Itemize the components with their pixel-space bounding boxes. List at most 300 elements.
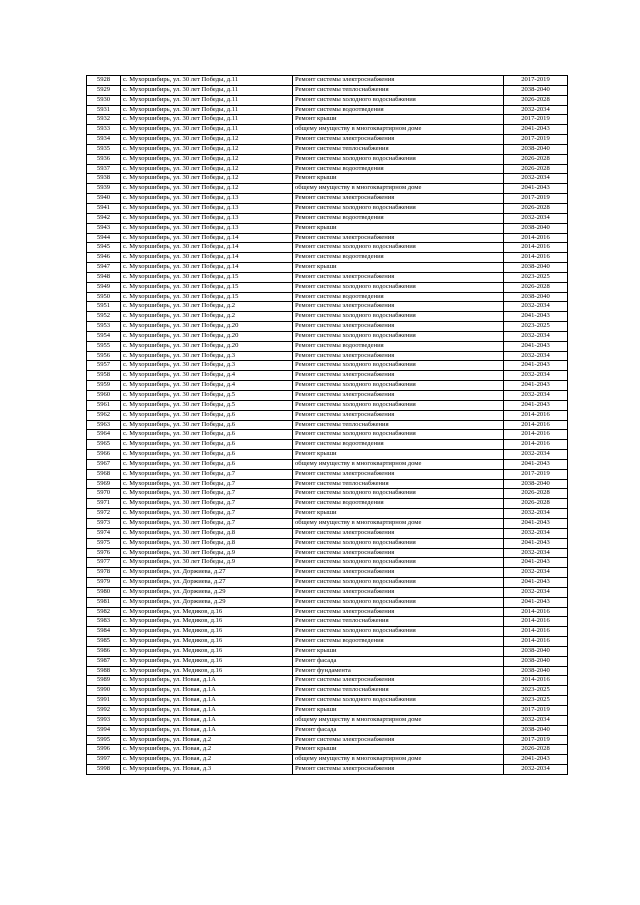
row-number: 5994 [87, 725, 121, 735]
address-cell: с. Мухоршибирь, ул. 30 лет Победы, д.14 [121, 243, 293, 253]
row-number: 5934 [87, 135, 121, 145]
address-cell: с. Мухоршибирь, ул. Новая, д.1А [121, 676, 293, 686]
table-row [87, 351, 568, 361]
row-number: 5970 [87, 489, 121, 499]
table-row [87, 135, 568, 145]
row-number: 5983 [87, 617, 121, 627]
period-cell: 2014-2016 [504, 617, 568, 627]
address-cell: с. Мухоршибирь, ул. 30 лет Победы, д.6 [121, 420, 293, 430]
period-cell: 2041-2043 [504, 341, 568, 351]
address-cell: с. Мухоршибирь, ул. 30 лет Победы, д.7 [121, 509, 293, 519]
period-cell: 2041-2043 [504, 578, 568, 588]
work-type-cell: Ремонт крыши [293, 263, 504, 273]
period-cell: 2014-2016 [504, 627, 568, 637]
table-row [87, 381, 568, 391]
table-row [87, 400, 568, 410]
period-cell: 2038-2040 [504, 292, 568, 302]
row-number: 5995 [87, 735, 121, 745]
address-cell: с. Мухоршибирь, ул. 30 лет Победы, д.6 [121, 450, 293, 460]
address-cell: с. Мухоршибирь, ул. 30 лет Победы, д.4 [121, 371, 293, 381]
table-row [87, 666, 568, 676]
period-cell: 2038-2040 [504, 725, 568, 735]
row-number: 5962 [87, 410, 121, 420]
period-cell: 2041-2043 [504, 755, 568, 765]
address-cell: с. Мухоршибирь, ул. 30 лет Победы, д.13 [121, 213, 293, 223]
work-type-cell: общему имуществу в многоквартирном доме [293, 715, 504, 725]
table-row [87, 164, 568, 174]
work-type-cell: Ремонт системы электроснабжения [293, 765, 504, 775]
period-cell: 2032-2034 [504, 587, 568, 597]
period-cell: 2014-2016 [504, 430, 568, 440]
table-row [87, 538, 568, 548]
table-row [87, 489, 568, 499]
period-cell: 2041-2043 [504, 312, 568, 322]
address-cell: с. Мухоршибирь, ул. 30 лет Победы, д.12 [121, 174, 293, 184]
table-row [87, 617, 568, 627]
work-type-cell: общему имуществу в многоквартирном доме [293, 755, 504, 765]
address-cell: с. Мухоршибирь, ул. 30 лет Победы, д.14 [121, 263, 293, 273]
row-number: 5943 [87, 223, 121, 233]
row-number: 5932 [87, 115, 121, 125]
row-number: 5942 [87, 213, 121, 223]
work-type-cell: Ремонт системы электроснабжения [293, 76, 504, 86]
address-cell: с. Мухоршибирь, ул. 30 лет Победы, д.11 [121, 105, 293, 115]
row-number: 5969 [87, 479, 121, 489]
table-row [87, 646, 568, 656]
address-cell: с. Мухоршибирь, ул. 30 лет Победы, д.12 [121, 184, 293, 194]
period-cell: 2041-2043 [504, 459, 568, 469]
work-type-cell: Ремонт системы электроснабжения [293, 391, 504, 401]
table-row [87, 410, 568, 420]
table-row [87, 322, 568, 332]
work-type-cell: общему имуществу в многоквартирном доме [293, 184, 504, 194]
row-number: 5996 [87, 745, 121, 755]
row-number: 5950 [87, 292, 121, 302]
table-row [87, 85, 568, 95]
address-cell: с. Мухоршибирь, ул. 30 лет Победы, д.6 [121, 430, 293, 440]
work-type-cell: общему имуществу в многоквартирном доме [293, 125, 504, 135]
row-number: 5931 [87, 105, 121, 115]
address-cell: с. Мухоршибирь, ул. Новая, д.2 [121, 745, 293, 755]
address-cell: с. Мухоршибирь, ул. Новая, д.2 [121, 735, 293, 745]
work-type-cell: Ремонт системы теплоснабжения [293, 617, 504, 627]
period-cell: 2026-2028 [504, 499, 568, 509]
period-cell: 2017-2019 [504, 194, 568, 204]
table-row [87, 696, 568, 706]
address-cell: с. Мухоршибирь, ул. 30 лет Победы, д.7 [121, 499, 293, 509]
work-type-cell: общему имуществу в многоквартирном доме [293, 459, 504, 469]
row-number: 5985 [87, 637, 121, 647]
period-cell: 2032-2034 [504, 213, 568, 223]
row-number: 5979 [87, 578, 121, 588]
row-number: 5976 [87, 548, 121, 558]
row-number: 5955 [87, 341, 121, 351]
work-type-cell: Ремонт системы холодного водоснабжения [293, 538, 504, 548]
row-number: 5966 [87, 450, 121, 460]
address-cell: с. Мухоршибирь, ул. 30 лет Победы, д.5 [121, 391, 293, 401]
work-type-cell: Ремонт системы электроснабжения [293, 302, 504, 312]
work-type-cell: Ремонт системы теплоснабжения [293, 479, 504, 489]
table-row [87, 745, 568, 755]
row-number: 5984 [87, 627, 121, 637]
address-cell: с. Мухоршибирь, ул. Доржиева, д.29 [121, 587, 293, 597]
work-type-cell: Ремонт системы водоотведения [293, 341, 504, 351]
table-row [87, 223, 568, 233]
address-cell: с. Мухоршибирь, ул. Медиков, д.16 [121, 666, 293, 676]
row-number: 5993 [87, 715, 121, 725]
address-cell: с. Мухоршибирь, ул. 30 лет Победы, д.12 [121, 164, 293, 174]
table-row [87, 272, 568, 282]
period-cell: 2032-2034 [504, 391, 568, 401]
period-cell: 2014-2016 [504, 440, 568, 450]
work-type-cell: Ремонт системы электроснабжения [293, 528, 504, 538]
row-number: 5980 [87, 587, 121, 597]
period-cell: 2017-2019 [504, 706, 568, 716]
period-cell: 2014-2016 [504, 253, 568, 263]
table-row [87, 479, 568, 489]
row-number: 5961 [87, 400, 121, 410]
table-row [87, 568, 568, 578]
address-cell: с. Мухоршибирь, ул. 30 лет Победы, д.11 [121, 125, 293, 135]
work-type-cell: Ремонт системы электроснабжения [293, 735, 504, 745]
table-row [87, 154, 568, 164]
address-cell: с. Мухоршибирь, ул. Новая, д.1А [121, 686, 293, 696]
row-number: 5974 [87, 528, 121, 538]
period-cell: 2017-2019 [504, 735, 568, 745]
address-cell: с. Мухоршибирь, ул. 30 лет Победы, д.7 [121, 489, 293, 499]
period-cell: 2041-2043 [504, 125, 568, 135]
row-number: 5948 [87, 272, 121, 282]
row-number: 5977 [87, 558, 121, 568]
row-number: 5971 [87, 499, 121, 509]
row-number: 5973 [87, 518, 121, 528]
table-row [87, 607, 568, 617]
table-row [87, 361, 568, 371]
period-cell: 2023-2025 [504, 686, 568, 696]
period-cell: 2041-2043 [504, 538, 568, 548]
row-number: 5938 [87, 174, 121, 184]
period-cell: 2041-2043 [504, 361, 568, 371]
row-number: 5946 [87, 253, 121, 263]
period-cell: 2023-2025 [504, 696, 568, 706]
table-row [87, 341, 568, 351]
address-cell: с. Мухоршибирь, ул. 30 лет Победы, д.6 [121, 440, 293, 450]
table-row [87, 715, 568, 725]
row-number: 5968 [87, 469, 121, 479]
row-number: 5959 [87, 381, 121, 391]
address-cell: с. Мухоршибирь, ул. 30 лет Победы, д.11 [121, 76, 293, 86]
row-number: 5947 [87, 263, 121, 273]
address-cell: с. Мухоршибирь, ул. Новая, д.3 [121, 765, 293, 775]
row-number: 5963 [87, 420, 121, 430]
row-number: 5960 [87, 391, 121, 401]
work-type-cell: Ремонт системы холодного водоснабжения [293, 95, 504, 105]
work-type-cell: Ремонт крыши [293, 174, 504, 184]
table-row [87, 459, 568, 469]
period-cell: 2032-2034 [504, 568, 568, 578]
work-type-cell: Ремонт системы электроснабжения [293, 548, 504, 558]
work-type-cell: Ремонт системы холодного водоснабжения [293, 597, 504, 607]
work-type-cell: Ремонт системы холодного водоснабжения [293, 430, 504, 440]
table-row [87, 115, 568, 125]
period-cell: 2041-2043 [504, 184, 568, 194]
table-row [87, 578, 568, 588]
work-type-cell: Ремонт системы холодного водоснабжения [293, 331, 504, 341]
row-number: 5929 [87, 85, 121, 95]
repair-schedule-table [86, 75, 568, 775]
work-type-cell: Ремонт системы электроснабжения [293, 233, 504, 243]
row-number: 5957 [87, 361, 121, 371]
address-cell: с. Мухоршибирь, ул. 30 лет Победы, д.11 [121, 85, 293, 95]
work-type-cell: Ремонт системы электроснабжения [293, 587, 504, 597]
address-cell: с. Мухоршибирь, ул. 30 лет Победы, д.7 [121, 479, 293, 489]
period-cell: 2017-2019 [504, 76, 568, 86]
period-cell: 2026-2028 [504, 282, 568, 292]
work-type-cell: Ремонт системы электроснабжения [293, 568, 504, 578]
work-type-cell: Ремонт крыши [293, 646, 504, 656]
table-row [87, 627, 568, 637]
table-row [87, 676, 568, 686]
work-type-cell: Ремонт системы теплоснабжения [293, 420, 504, 430]
table-row [87, 528, 568, 538]
address-cell: с. Мухоршибирь, ул. Медиков, д.16 [121, 607, 293, 617]
work-type-cell: Ремонт системы водоотведения [293, 164, 504, 174]
work-type-cell: общему имуществу в многоквартирном доме [293, 518, 504, 528]
work-type-cell: Ремонт системы холодного водоснабжения [293, 696, 504, 706]
period-cell: 2014-2016 [504, 637, 568, 647]
work-type-cell: Ремонт системы водоотведения [293, 499, 504, 509]
period-cell: 2023-2025 [504, 272, 568, 282]
address-cell: с. Мухоршибирь, ул. 30 лет Победы, д.12 [121, 154, 293, 164]
row-number: 5991 [87, 696, 121, 706]
work-type-cell: Ремонт системы холодного водоснабжения [293, 282, 504, 292]
address-cell: с. Мухоршибирь, ул. 30 лет Победы, д.13 [121, 194, 293, 204]
period-cell: 2014-2016 [504, 676, 568, 686]
work-type-cell: Ремонт крыши [293, 745, 504, 755]
address-cell: с. Мухоршибирь, ул. 30 лет Победы, д.2 [121, 302, 293, 312]
address-cell: с. Мухоршибирь, ул. 30 лет Победы, д.4 [121, 381, 293, 391]
period-cell: 2026-2028 [504, 164, 568, 174]
row-number: 5990 [87, 686, 121, 696]
table-row [87, 243, 568, 253]
work-type-cell: Ремонт системы теплоснабжения [293, 85, 504, 95]
period-cell: 2038-2040 [504, 263, 568, 273]
table-row [87, 203, 568, 213]
period-cell: 2032-2034 [504, 331, 568, 341]
work-type-cell: Ремонт системы электроснабжения [293, 469, 504, 479]
table-row [87, 253, 568, 263]
work-type-cell: Ремонт системы электроснабжения [293, 607, 504, 617]
table-row [87, 450, 568, 460]
address-cell: с. Мухоршибирь, ул. 30 лет Победы, д.2 [121, 312, 293, 322]
table-row [87, 469, 568, 479]
period-cell: 2026-2028 [504, 154, 568, 164]
address-cell: с. Мухоршибирь, ул. 30 лет Победы, д.15 [121, 282, 293, 292]
table-row [87, 174, 568, 184]
work-type-cell: Ремонт фасада [293, 725, 504, 735]
period-cell: 2038-2040 [504, 479, 568, 489]
table-row [87, 637, 568, 647]
work-type-cell: Ремонт системы теплоснабжения [293, 144, 504, 154]
row-number: 5940 [87, 194, 121, 204]
row-number: 5989 [87, 676, 121, 686]
address-cell: с. Мухоршибирь, ул. 30 лет Победы, д.14 [121, 233, 293, 243]
work-type-cell: Ремонт системы водоотведения [293, 440, 504, 450]
row-number: 5945 [87, 243, 121, 253]
period-cell: 2017-2019 [504, 135, 568, 145]
period-cell: 2038-2040 [504, 144, 568, 154]
table-row [87, 302, 568, 312]
work-type-cell: Ремонт системы электроснабжения [293, 194, 504, 204]
period-cell: 2026-2028 [504, 95, 568, 105]
address-cell: с. Мухоршибирь, ул. 30 лет Победы, д.8 [121, 538, 293, 548]
address-cell: с. Мухоршибирь, ул. 30 лет Победы, д.20 [121, 331, 293, 341]
period-cell: 2032-2034 [504, 351, 568, 361]
period-cell: 2041-2043 [504, 518, 568, 528]
table-row [87, 263, 568, 273]
work-type-cell: Ремонт системы холодного водоснабжения [293, 312, 504, 322]
period-cell: 2038-2040 [504, 223, 568, 233]
period-cell: 2041-2043 [504, 400, 568, 410]
period-cell: 2032-2034 [504, 548, 568, 558]
period-cell: 2038-2040 [504, 85, 568, 95]
table-row [87, 184, 568, 194]
table-row [87, 725, 568, 735]
period-cell: 2026-2028 [504, 203, 568, 213]
table-row [87, 518, 568, 528]
row-number: 5986 [87, 646, 121, 656]
address-cell: с. Мухоршибирь, ул. 30 лет Победы, д.20 [121, 322, 293, 332]
row-number: 5981 [87, 597, 121, 607]
table-row [87, 548, 568, 558]
work-type-cell: Ремонт системы холодного водоснабжения [293, 578, 504, 588]
table-row [87, 558, 568, 568]
row-number: 5951 [87, 302, 121, 312]
table-row [87, 430, 568, 440]
row-number: 5975 [87, 538, 121, 548]
work-type-cell: Ремонт системы холодного водоснабжения [293, 558, 504, 568]
row-number: 5998 [87, 765, 121, 775]
work-type-cell: Ремонт системы холодного водоснабжения [293, 154, 504, 164]
period-cell: 2032-2034 [504, 509, 568, 519]
row-number: 5939 [87, 184, 121, 194]
address-cell: с. Мухоршибирь, ул. Новая, д.2 [121, 755, 293, 765]
address-cell: с. Мухоршибирь, ул. Новая, д.1А [121, 696, 293, 706]
address-cell: с. Мухоршибирь, ул. 30 лет Победы, д.15 [121, 292, 293, 302]
table-row [87, 105, 568, 115]
work-type-cell: Ремонт системы электроснабжения [293, 351, 504, 361]
work-type-cell: Ремонт системы холодного водоснабжения [293, 489, 504, 499]
table-row [87, 331, 568, 341]
table-row [87, 735, 568, 745]
address-cell: с. Мухоршибирь, ул. Новая, д.1А [121, 725, 293, 735]
table-row [87, 656, 568, 666]
address-cell: с. Мухоршибирь, ул. 30 лет Победы, д.3 [121, 351, 293, 361]
address-cell: с. Мухоршибирь, ул. 30 лет Победы, д.7 [121, 518, 293, 528]
address-cell: с. Мухоршибирь, ул. 30 лет Победы, д.7 [121, 469, 293, 479]
work-type-cell: Ремонт системы холодного водоснабжения [293, 243, 504, 253]
table-row [87, 686, 568, 696]
work-type-cell: Ремонт системы водоотведения [293, 292, 504, 302]
period-cell: 2038-2040 [504, 656, 568, 666]
address-cell: с. Мухоршибирь, ул. 30 лет Победы, д.6 [121, 410, 293, 420]
table-row [87, 440, 568, 450]
table-row [87, 233, 568, 243]
period-cell: 2041-2043 [504, 381, 568, 391]
row-number: 5941 [87, 203, 121, 213]
row-number: 5992 [87, 706, 121, 716]
table-row [87, 282, 568, 292]
work-type-cell: Ремонт системы водоотведения [293, 213, 504, 223]
address-cell: с. Мухоршибирь, ул. 30 лет Победы, д.8 [121, 528, 293, 538]
period-cell: 2032-2034 [504, 174, 568, 184]
work-type-cell: Ремонт системы электроснабжения [293, 410, 504, 420]
period-cell: 2032-2034 [504, 528, 568, 538]
period-cell: 2014-2016 [504, 233, 568, 243]
period-cell: 2026-2028 [504, 745, 568, 755]
address-cell: с. Мухоршибирь, ул. 30 лет Победы, д.6 [121, 459, 293, 469]
period-cell: 2032-2034 [504, 105, 568, 115]
period-cell: 2026-2028 [504, 489, 568, 499]
work-type-cell: Ремонт системы электроснабжения [293, 322, 504, 332]
period-cell: 2017-2019 [504, 115, 568, 125]
row-number: 5933 [87, 125, 121, 135]
address-cell: с. Мухоршибирь, ул. 30 лет Победы, д.5 [121, 400, 293, 410]
row-number: 5952 [87, 312, 121, 322]
row-number: 5972 [87, 509, 121, 519]
work-type-cell: Ремонт фундамента [293, 666, 504, 676]
table-body [87, 76, 568, 775]
address-cell: с. Мухоршибирь, ул. 30 лет Победы, д.11 [121, 115, 293, 125]
table-row [87, 76, 568, 86]
row-number: 5967 [87, 459, 121, 469]
table-row [87, 597, 568, 607]
period-cell: 2032-2034 [504, 450, 568, 460]
table-row [87, 391, 568, 401]
period-cell: 2014-2016 [504, 410, 568, 420]
work-type-cell: Ремонт системы холодного водоснабжения [293, 381, 504, 391]
row-number: 5930 [87, 95, 121, 105]
work-type-cell: Ремонт системы водоотведения [293, 637, 504, 647]
address-cell: с. Мухоршибирь, ул. 30 лет Победы, д.13 [121, 203, 293, 213]
work-type-cell: Ремонт системы электроснабжения [293, 676, 504, 686]
table-row [87, 144, 568, 154]
address-cell: с. Мухоршибирь, ул. 30 лет Победы, д.3 [121, 361, 293, 371]
row-number: 5997 [87, 755, 121, 765]
row-number: 5965 [87, 440, 121, 450]
table-row [87, 371, 568, 381]
work-type-cell: Ремонт крыши [293, 223, 504, 233]
row-number: 5953 [87, 322, 121, 332]
address-cell: с. Мухоршибирь, ул. 30 лет Победы, д.9 [121, 548, 293, 558]
table-row [87, 125, 568, 135]
table-row [87, 213, 568, 223]
table-row [87, 706, 568, 716]
table-row [87, 312, 568, 322]
period-cell: 2032-2034 [504, 715, 568, 725]
address-cell: с. Мухоршибирь, ул. 30 лет Победы, д.13 [121, 223, 293, 233]
address-cell: с. Мухоршибирь, ул. 30 лет Победы, д.14 [121, 253, 293, 263]
period-cell: 2032-2034 [504, 371, 568, 381]
work-type-cell: Ремонт системы электроснабжения [293, 135, 504, 145]
address-cell: с. Мухоршибирь, ул. Доржиева, д.27 [121, 578, 293, 588]
row-number: 5988 [87, 666, 121, 676]
work-type-cell: Ремонт системы теплоснабжения [293, 686, 504, 696]
row-number: 5949 [87, 282, 121, 292]
row-number: 5958 [87, 371, 121, 381]
row-number: 5954 [87, 331, 121, 341]
work-type-cell: Ремонт системы холодного водоснабжения [293, 400, 504, 410]
